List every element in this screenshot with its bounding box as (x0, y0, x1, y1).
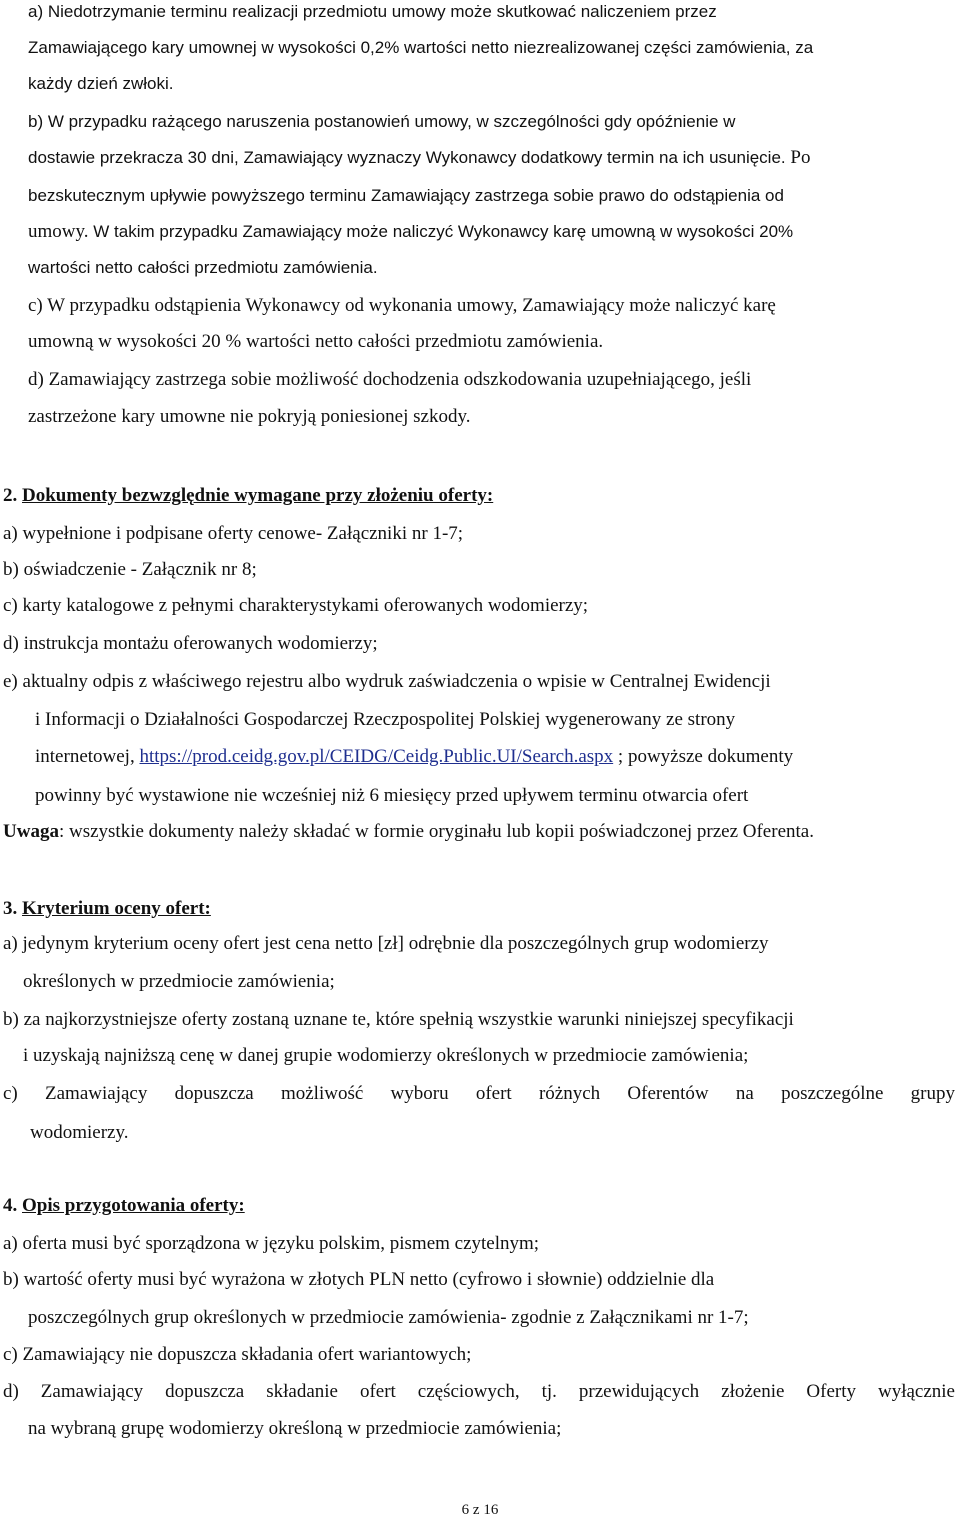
text-line: b) W przypadku rażącego naruszenia postanowień umowy, w szczególności gdy opóźnienie w (28, 112, 736, 131)
text-line (35, 745, 793, 769)
section-heading-documents (3, 484, 493, 508)
list-item: d) Zamawiający dopuszcza składanie ofert częściowych, tj. przewidujących złożenie Oferty wyłącznie (3, 1381, 955, 1402)
text-line: zastrzeżone kary umowne nie pokryją poniesionej szkody. (28, 406, 471, 427)
text-line: bezskutecznym upływie powyższego terminu Zamawiający zastrzega sobie prawo do odstąpienia od (28, 186, 784, 205)
note-line (3, 820, 814, 844)
list-item: b) wartość oferty musi być wyrażona w złotych PLN netto (cyfrowo i słownie) oddzielnie dla (3, 1269, 715, 1290)
text-line: i Informacji o Działalności Gospodarczej Rzeczpospolitej Polskiej wygenerowany ze strony (35, 709, 736, 730)
text-line: na wybraną grupę wodomierzy określoną w przedmiocie zamówienia; (28, 1418, 562, 1439)
list-item: d) instrukcja montażu oferowanych wodomierzy; (3, 633, 378, 654)
section-title: Kryterium oceny ofert: (22, 898, 211, 919)
text-line: poszczególnych grup określonych w przedmiocie zamówienia- zgodnie z Załącznikami nr 1-7; (28, 1307, 749, 1328)
text-line: a) Niedotrzymanie terminu realizacji przedmiotu umowy może skutkować naliczeniem przez (28, 2, 717, 21)
list-item: a) wypełnione i podpisane oferty cenowe- Załączniki nr 1-7; (3, 523, 464, 544)
section-heading-criteria (3, 897, 211, 921)
text-line: Zamawiającego kary umownej w wysokości 0,2% wartości netto niezrealizowanej części zamówienia, za (28, 38, 814, 57)
text-line: i uzyskają najniższą cenę w danej grupie wodomierzy określonych w przedmiocie zamówienia; (23, 1045, 749, 1066)
note-label: Uwaga (3, 821, 59, 842)
list-item: a) jedynym kryterium oceny ofert jest cena netto [zł] odrębnie dla poszczególnych grup wodomierzy (3, 933, 769, 954)
text-line: d) Zamawiający zastrzega sobie możliwość dochodzenia odszkodowania uzupełniającego, jeśli (28, 369, 752, 390)
list-item: b) oświadczenie - Załącznik nr 8; (3, 559, 257, 580)
note-text: : wszystkie dokumenty należy składać w formie oryginału lub kopii poświadczonej przez Oferenta. (58, 821, 814, 842)
text-span: dostawie przekracza 30 dni, (28, 148, 244, 167)
list-item: a) oferta musi być sporządzona w języku polskim, pismem czytelnym; (3, 1233, 540, 1254)
list-item: c) karty katalogowe z pełnymi charakterystykami oferowanych wodomierzy; (3, 595, 589, 616)
text-line: wartości netto całości przedmiotu zamówienia. (28, 258, 378, 277)
text-span: W takim przypadku Zamawiający może naliczyć Wykonawcy karę umowną w wysokości 20% (88, 222, 794, 241)
list-item: c) Zamawiający dopuszcza możliwość wyboru ofert różnych Oferentów na poszczególne grupy (3, 1083, 955, 1104)
text-span: Po (785, 147, 811, 168)
section-number: 4. (3, 1195, 18, 1216)
section-number: 3. (3, 898, 18, 919)
text-span: Zamawiający wyznaczy Wykonawcy dodatkowy termin na ich usunięcie. (243, 148, 786, 167)
text-line (28, 220, 793, 244)
text-line: c) W przypadku odstąpienia Wykonawcy od wykonania umowy, Zamawiający może naliczyć karę (28, 295, 776, 316)
text-span: ; powyższe dokumenty (613, 746, 794, 767)
list-item: b) za najkorzystniejsze oferty zostaną uznane te, które spełnią wszystkie warunki niniejszej specyfikacji (3, 1009, 794, 1030)
text-line: każdy dzień zwłoki. (28, 74, 174, 93)
list-item: c) Zamawiający nie dopuszcza składania ofert wariantowych; (3, 1344, 472, 1365)
section-title: Dokumenty bezwzględnie wymagane przy złożeniu oferty: (22, 485, 494, 506)
text-span: internetowej, (35, 746, 140, 767)
text-span: umowy. (28, 221, 89, 242)
text-line: powinny być wystawione nie wcześniej niż 6 miesięcy przed upływem terminu otwarcia ofert (35, 785, 749, 806)
list-item: e) aktualny odpis z właściwego rejestru albo wydruk zaświadczenia o wpisie w Centralnej Ewidencji (3, 671, 771, 692)
text-line (28, 146, 810, 170)
text-line: wodomierzy. (30, 1122, 129, 1143)
section-heading-preparation (3, 1194, 245, 1218)
text-line: umowną w wysokości 20 % wartości netto całości przedmiotu zamówienia. (28, 331, 604, 352)
section-number: 2. (3, 485, 18, 506)
ceidg-link[interactable]: https://prod.ceidg.gov.pl/CEIDG/Ceidg.Public.UI/Search.aspx (139, 746, 614, 767)
section-title: Opis przygotowania oferty: (22, 1195, 245, 1216)
text-line: określonych w przedmiocie zamówienia; (23, 971, 335, 992)
page-number: 6 z 16 (461, 1502, 499, 1518)
